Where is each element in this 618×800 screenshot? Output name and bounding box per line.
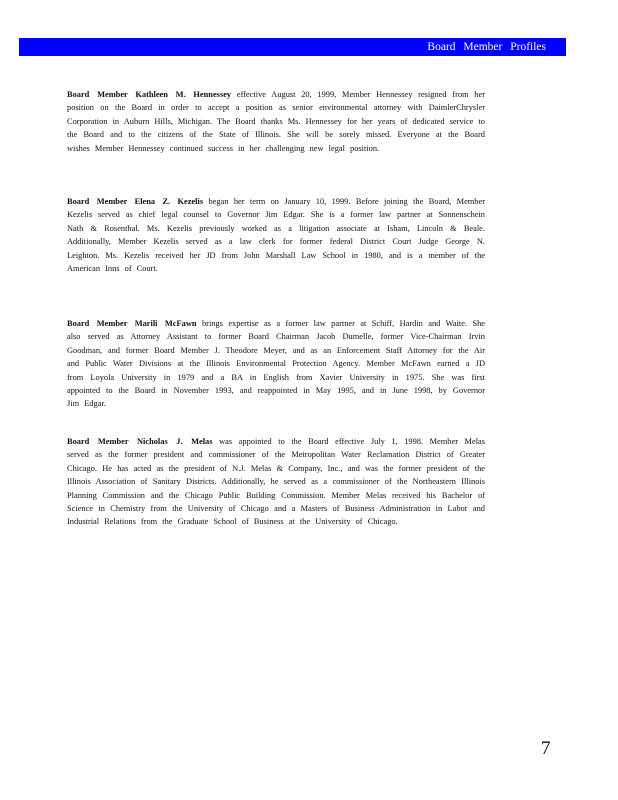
profile-text: began her term on January 10, 1999. Before joining the Board, Member Kezelis served as chief legal counsel to Governor Jim Edgar. She is a former law partner at Sonnenschein Nath & Rosenthal. Ms. Kezelis previously worked as a litigation associate at Isham, Lincoln & Beale. Additionally, Member Kezelis served as a law clerk for former federal District Court Judge George N. Leighton. Ms. Kezelis received her JD from John Marshall Law School in 1980, and is a member of the American Inns of Court. <box>67 197 486 274</box>
profile-text: brings expertise as a former law partner at Schiff, Hardin and Waite. She also served as Attorney Assistant to former Board Chairman Jacob Dumelle, former Vice-Chairman Irvin Goodman, and former Board Member J. Theodore Meyer, and as an Enforcement Staff Attorney for the Air and Public Water Divisions at the Illinois Environmental Protection Agency. Member McFawn earned a JD from Loyola University in 1979 and a BA in English from Xavier University in 1975. She was first appointed to the Board in November 1993, and reappointed in May 1995, and in June 1998, by Governor Jim Edgar. <box>67 319 486 409</box>
banner-title: Board Member Profiles <box>427 41 546 53</box>
profile-mcfawn <box>67 317 485 411</box>
profile-name: Board Member Nicholas J. Melas <box>67 437 213 446</box>
profile-name: Board Member Marili McFawn <box>67 319 197 328</box>
profile-kezelis <box>67 195 485 275</box>
profile-melas <box>67 435 485 529</box>
profile-name: Board Member Kathleen M. Hennessey <box>67 90 232 99</box>
header-banner <box>19 38 566 56</box>
profile-text: was appointed to the Board effective July 1, 1998. Member Melas served as the former president and commissioner of the Metropolitan Water Reclamation District of Greater Chicago. He has acted as the president of N.J. Melas & Company, Inc., and was the former president of the Illinois Association of Sanitary Districts. Additionally, he served as a commissioner of the Northeastern Illinois Planning Commission and the Chicago Public Building Commission. Member Melas received his Bachelor of Science in Chemistry from the University of Chicago and a Masters of Business Administration in Labor and Industrial Relations from the Graduate School of Business at the University of Chicago. <box>67 437 486 527</box>
page-number: 7 <box>541 738 551 759</box>
profile-hennessey <box>67 88 485 155</box>
profile-name: Board Member Elena Z. Kezelis <box>67 197 204 206</box>
profile-text: effective August 20, 1999, Member Hennessey resigned from her position on the Board in order to accept a position as senior environmental attorney with DaimlerChrysler Corporation in Auburn Hills, Michigan. The Board thanks Ms. Hennessey for her years of dedicated service to the Board and to the citizens of the State of Illinois. She will be sorely missed. Everyone at the Board wishes Member Hennessey continued success in her challenging new legal position. <box>67 90 485 153</box>
